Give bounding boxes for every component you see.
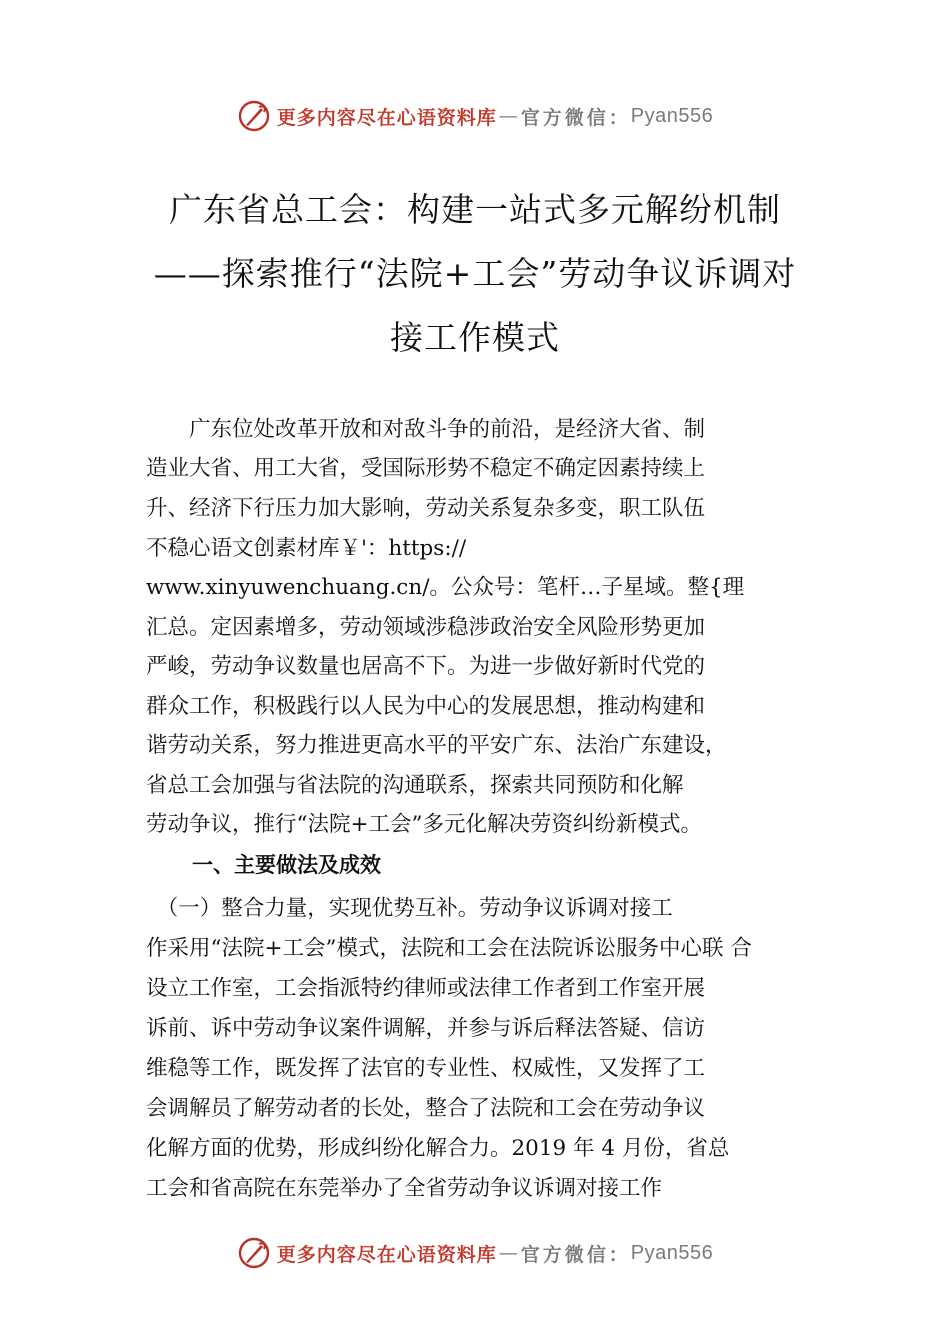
paragraph-line: 群众工作，积极践行以人民为中心的发展思想，推动构建和 — [146, 694, 706, 719]
watermark-banner-top — [0, 96, 950, 136]
banner-brand-text: 更多内容尽在心语资料库 — [276, 106, 497, 129]
paragraph-line: www.xinyuwenchuang.cn/。公众号：笔杆…子星域。整{理 — [146, 575, 745, 600]
paragraph-line: 化解方面的优势，形成纠纷化解合力。2019 年 4 月份，省总 — [146, 1136, 730, 1161]
paragraph-line: 升、经济下行压力加大影响，劳动关系复杂多变，职工队伍 — [146, 496, 706, 521]
quill-pen-logo-icon — [237, 99, 271, 133]
banner-separator: — — [498, 1242, 519, 1264]
document-title-line-3: 接工作模式 — [390, 318, 560, 357]
paragraph-line: 汇总。定因素增多，劳动领域涉稳涉政治安全风险形势更加 — [146, 615, 706, 640]
banner-wechat-label: 官方微信： — [520, 1243, 631, 1266]
paragraph-line: 省总工会加强与省法院的沟通联系，探索共同预防和化解 — [146, 773, 684, 798]
banner-brand-text: 更多内容尽在心语资料库 — [276, 1243, 497, 1266]
banner-wechat-id: Pyan556 — [630, 1241, 714, 1264]
paragraph-line: 不稳心语文创素材库￥'：https:// — [146, 536, 467, 561]
paragraph-line: 劳动争议，推行“法院+工会”多元化解决劳资纠纷新模式。 — [146, 812, 703, 837]
paragraph-line: （一）整合力量，实现优势互补。劳动争议诉调对接工 — [146, 896, 673, 921]
quill-pen-logo-icon — [237, 1236, 271, 1270]
paragraph-line: 谐劳动关系，努力推进更高水平的平安广东、法治广东建设， — [146, 733, 727, 758]
paragraph-line: 造业大省、用工大省，受国际形势不稳定不确定因素持续上 — [146, 456, 706, 481]
paragraph-line: 广东位处改革开放和对敌斗争的前沿，是经济大省、制 — [146, 417, 706, 442]
paragraph-line: 诉前、诉中劳动争议案件调解，并参与诉后释法答疑、信访 — [146, 1016, 706, 1041]
document-title-line-2: ——探索推行“法院+工会”劳动争议诉调对 — [153, 254, 797, 293]
banner-wechat-label: 官方微信： — [520, 106, 631, 129]
paragraph-line: 设立工作室，工会指派特约律师或法律工作者到工作室开展 — [146, 976, 706, 1001]
paragraph-line: 维稳等工作，既发挥了法官的专业性、权威性，又发挥了工 — [146, 1056, 706, 1081]
paragraph-line: 作采用“法院+工会”模式，法院和工会在法院诉讼服务中心联 合 — [146, 936, 752, 961]
paragraph-line: 严峻，劳动争议数量也居高不下。为进一步做好新时代党的 — [146, 654, 706, 679]
watermark-banner-bottom — [0, 1233, 950, 1273]
section-heading: 一、主要做法及成效 — [192, 853, 381, 877]
banner-wechat-id: Pyan556 — [630, 104, 714, 127]
paragraph-line: 会调解员了解劳动者的长处，整合了法院和工会在劳动争议 — [146, 1096, 706, 1121]
banner-separator: — — [498, 105, 519, 127]
document-title-line-1: 广东省总工会：构建一站式多元解纷机制 — [169, 190, 781, 229]
paragraph-line: 工会和省高院在东莞举办了全省劳动争议诉调对接工作 — [146, 1176, 663, 1201]
